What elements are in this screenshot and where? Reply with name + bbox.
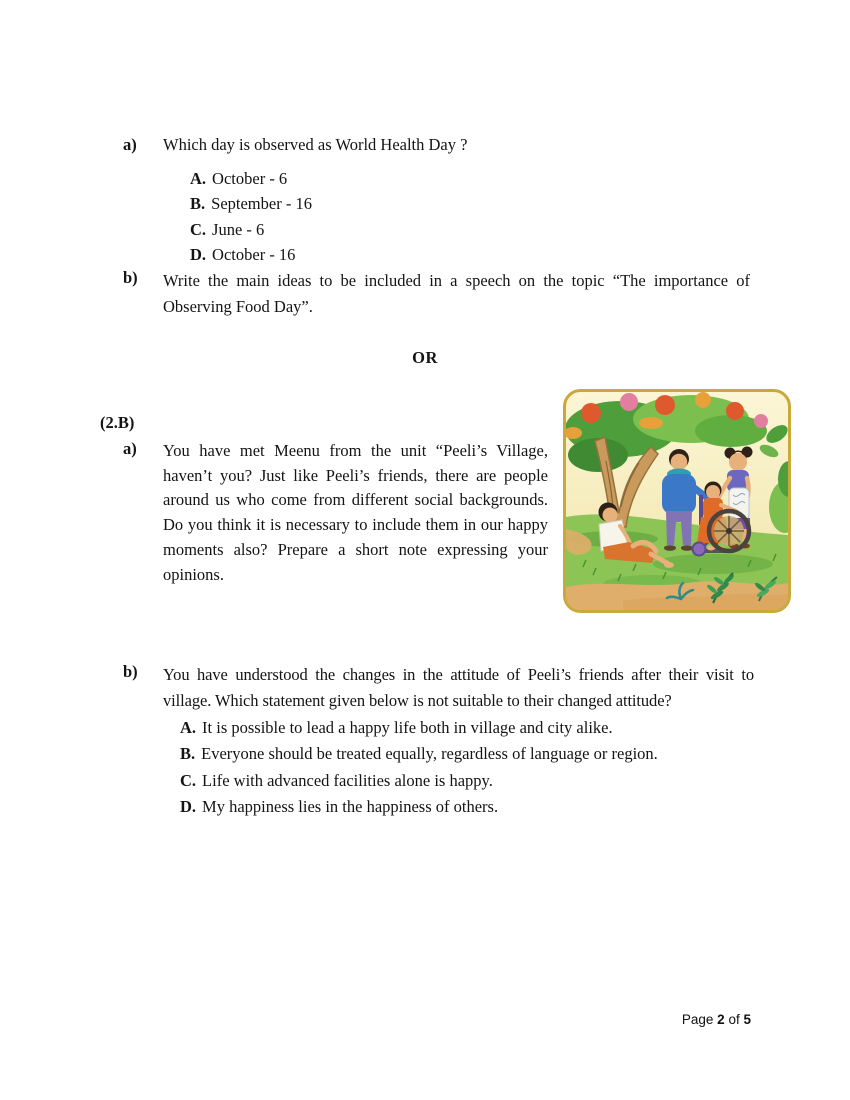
option-row xyxy=(190,242,312,267)
illustration-svg xyxy=(563,389,791,613)
question-2b-b-label: b) xyxy=(123,662,138,681)
option-label: C. xyxy=(190,219,207,239)
blossoms xyxy=(726,402,744,420)
option-row xyxy=(190,191,312,216)
option-label: A. xyxy=(190,169,207,188)
option-label: C. xyxy=(180,770,197,790)
blossoms xyxy=(639,417,663,429)
option-row xyxy=(190,217,312,242)
question-b-row xyxy=(123,268,750,319)
footer-total-pages: 5 xyxy=(743,1012,751,1027)
question-2b-b-options xyxy=(180,715,658,821)
blossoms xyxy=(754,414,768,428)
question-2b-a-text: You have met Meenu from the unit “Peeli’s Village, haven’t you? Just like Peeli’s friends, there are people around us who come from different social backgrounds. Do you think it is necessary to include them in our happy moments also? Prepare a short note expressing your opinions. xyxy=(163,441,548,584)
question-a-row xyxy=(123,135,763,155)
option-text: My happiness lies in the happiness of others. xyxy=(202,797,499,817)
blossoms xyxy=(564,427,582,439)
man-shirt xyxy=(662,474,696,514)
man-shoe xyxy=(664,545,676,551)
option-text: October - 6 xyxy=(212,169,288,188)
story-illustration xyxy=(563,389,791,613)
option-row xyxy=(180,715,658,741)
man-face xyxy=(671,454,688,471)
blossoms xyxy=(695,392,711,408)
option-text: It is possible to lead a happy life both in village and city alike. xyxy=(202,718,613,737)
option-text: October - 16 xyxy=(212,245,296,265)
question-2b-a-row xyxy=(123,439,548,587)
option-label: B. xyxy=(180,744,196,764)
question-b-text: Write the main ideas to be included in a speech on the topic “The importance of Observing Food Day”. xyxy=(163,271,750,316)
question-a-options xyxy=(190,166,312,268)
option-label: D. xyxy=(180,797,197,817)
option-row xyxy=(180,768,658,794)
question-a-label: a) xyxy=(123,135,137,154)
girl-face xyxy=(729,453,747,471)
blossoms xyxy=(581,403,601,423)
option-text: June - 6 xyxy=(212,219,265,239)
option-row xyxy=(190,166,312,191)
footer-word-page: Page xyxy=(681,1012,714,1027)
boy-foot xyxy=(664,562,674,568)
option-label: D. xyxy=(190,245,207,265)
option-label: A. xyxy=(180,718,197,737)
man-shoe xyxy=(681,545,693,551)
page-footer xyxy=(682,1012,751,1027)
footer-word-of: of xyxy=(728,1012,740,1027)
question-b-label: b) xyxy=(123,268,138,287)
wheel-hub-cap xyxy=(726,528,732,534)
seated-girl-face xyxy=(706,485,720,499)
front-wheel xyxy=(693,543,706,556)
option-row xyxy=(180,741,658,767)
blossoms xyxy=(620,393,638,411)
option-text: September - 16 xyxy=(211,194,312,214)
question-a-text: Which day is observed as World Health Day ? xyxy=(163,135,468,154)
question-2b-b-text: You have understood the changes in the attitude of Peeli’s friends after their visit to village. Which statement given below is not suitable to their changed attitude? xyxy=(163,665,754,710)
footer-page-number: 2 xyxy=(717,1012,725,1027)
option-label: B. xyxy=(190,194,206,214)
or-divider: OR xyxy=(412,348,438,367)
option-row xyxy=(180,794,658,820)
question-2b-b-row xyxy=(123,662,754,714)
section-2b-heading: (2.B) xyxy=(100,413,135,432)
blossoms xyxy=(655,395,675,415)
boy-face xyxy=(603,508,618,523)
option-text: Everyone should be treated equally, regardless of language or region. xyxy=(201,744,658,764)
option-text: Life with advanced facilities alone is happy. xyxy=(202,770,493,790)
question-2b-a-label: a) xyxy=(123,439,137,458)
